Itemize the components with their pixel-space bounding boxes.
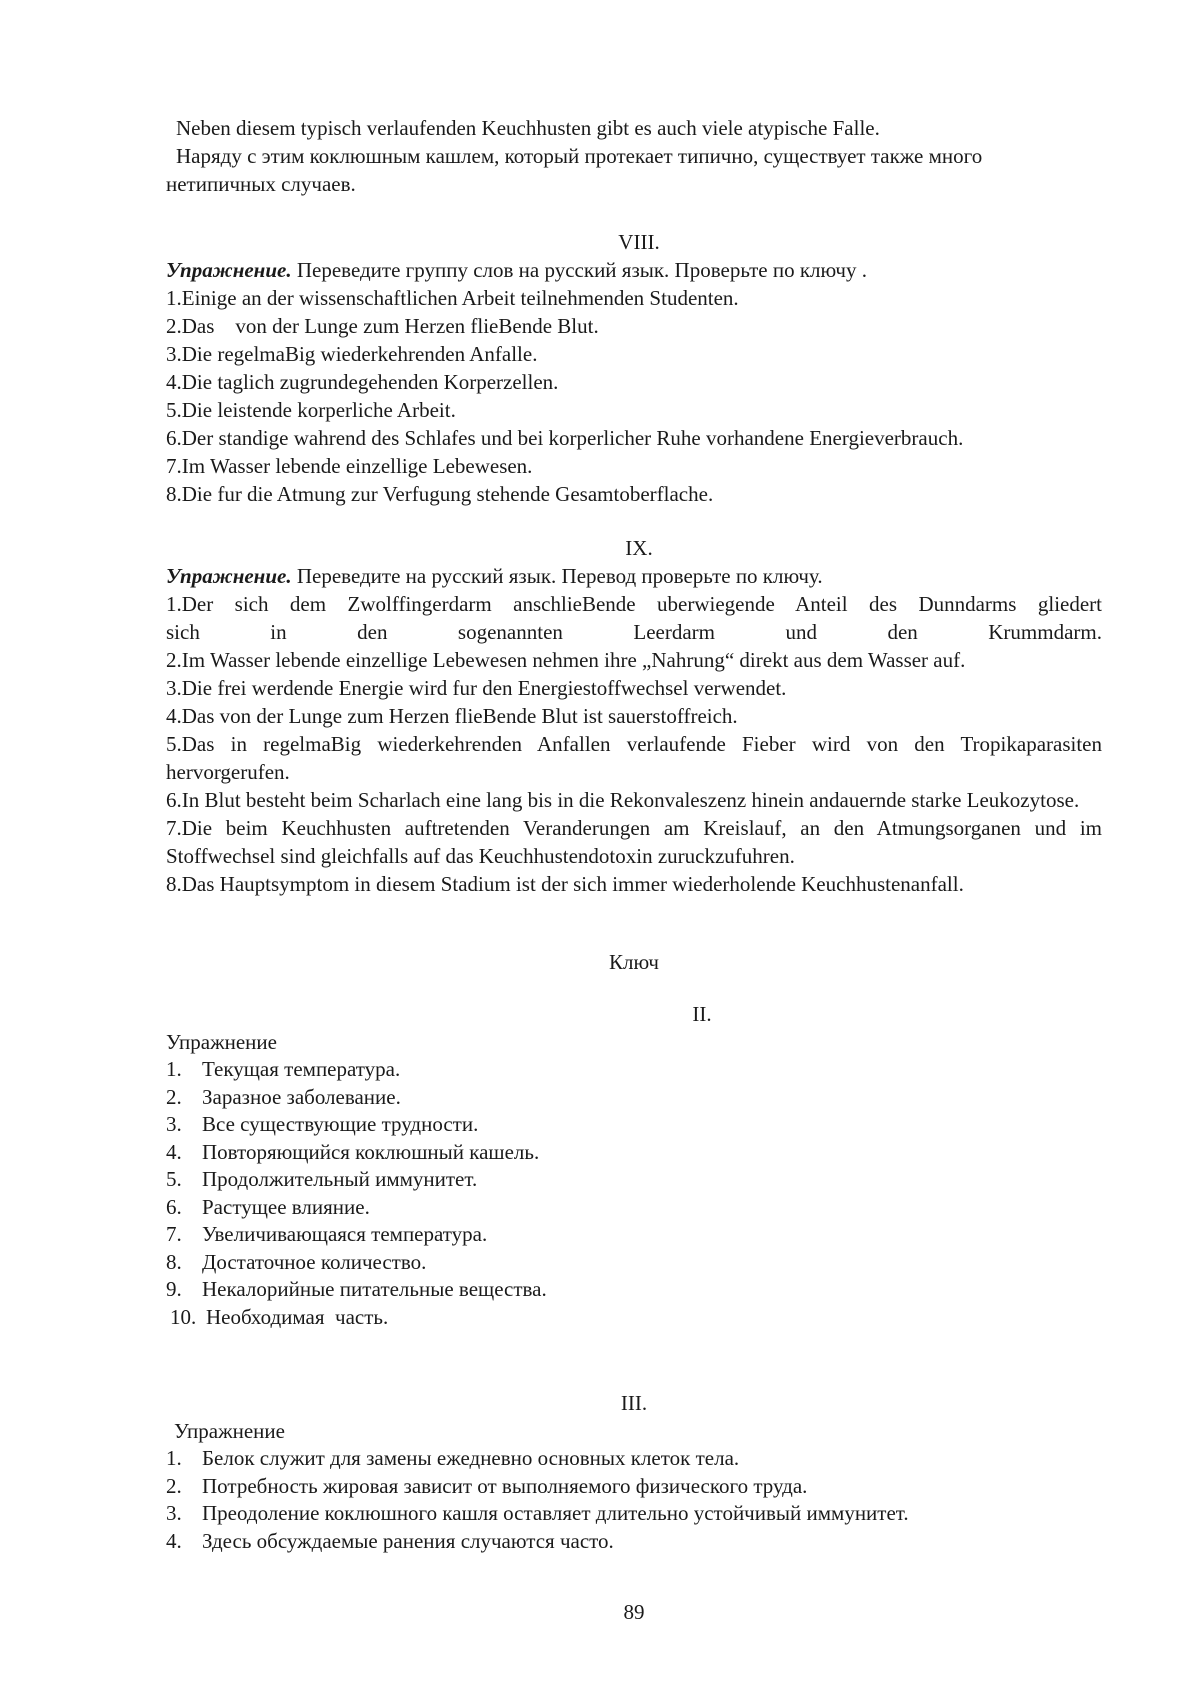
list-item [166,1304,1102,1332]
list-item [166,1249,1102,1277]
section-viii-exercise-label: Упражнение. [166,258,292,282]
list-item: 6.Der standige wahrend des Schlafes und bei korperlicher Ruhe vorhandene Energieverbrauch. [166,426,964,450]
item-text: Растущее влияние. [202,1194,370,1219]
list-item: 4.Die taglich zugrundegehenden Korperzellen. [166,370,559,394]
section-ix-numeral: IX. [625,536,653,560]
section-ix-list [166,590,1102,898]
list-item: 3.Die regelmaBig wiederkehrenden Anfalle. [166,342,538,366]
key-section-ii-numeral: II. [692,1002,712,1026]
item-number: 1. [166,1446,182,1470]
key-section-iii-label: Упражнение [174,1419,285,1443]
list-item: 2.Im Wasser lebende einzellige Lebewesen nehmen ihre „Nahrung“ direkt aus dem Wasser auf. [166,648,966,672]
key-title: Ключ [609,950,659,974]
item-number: 2. [166,1084,182,1109]
section-viii-instruction [166,256,1102,284]
section-viii-list [166,284,1102,508]
item-number: 5. [166,1167,182,1191]
item-number: 1. [166,1057,182,1081]
item-text: Белок служит для замены ежедневно основных клеток тела. [202,1446,740,1470]
item-number: 4. [166,1528,182,1553]
item-text: Все существующие трудности. [202,1112,479,1136]
section-ix-exercise-label: Упражнение. [166,564,292,588]
section-ix-instruction [166,562,1102,590]
list-item: 8.Die fur die Atmung zur Verfugung stehende Gesamtoberflache. [166,482,714,506]
item-text: Преодоление коклюшного кашля оставляет длительно устойчивый иммунитет. [202,1501,909,1525]
list-item [166,1445,1102,1473]
item-text: Заразное заболевание. [202,1084,401,1109]
item-text: Достаточное количество. [202,1249,427,1274]
intro-russian-line-1: Наряду с этим коклюшным кашлем, который протекает типично, существует также много [176,144,983,168]
list-item-continuation: sich in den sogenannten Leerdarm und den Krummdarm. [166,620,1102,644]
item-number: 7. [166,1222,182,1246]
item-number: 6. [166,1194,182,1219]
key-section-iii-numeral: III. [620,1391,648,1415]
list-item: 5.Die leistende korperliche Arbeit. [166,398,456,422]
list-item [166,1139,1102,1167]
list-item [166,1221,1102,1249]
intro-russian-line-2: нетипичных случаев. [166,172,356,196]
item-text: Необходимая часть. [206,1304,389,1329]
item-number: 8. [166,1249,182,1274]
item-text: Увеличивающаяся температура. [202,1222,488,1246]
list-item: 1.Der sich dem Zwolffingerdarm anschlieBende uberwiegende Anteil des Dunndarms gliedert [166,592,1102,616]
key-section-ii-label: Упражнение [166,1030,277,1054]
list-item [166,1473,1102,1501]
list-item: 7.Im Wasser lebende einzellige Lebewesen. [166,454,533,478]
item-number: 2. [166,1473,182,1498]
item-number: 4. [166,1139,182,1164]
section-ix-instruction-text: Переведите на русский язык. Перевод проверьте по ключу. [296,564,823,588]
list-item [166,1084,1102,1112]
document-page [166,114,1102,1624]
list-item [166,1528,1102,1556]
list-item: 4.Das von der Lunge zum Herzen flieBende Blut ist sauerstoffreich. [166,704,738,728]
page-number: 89 [623,1600,645,1624]
section-viii-instruction-text: Переведите группу слов на русский язык. Проверьте по ключу . [296,258,867,282]
list-item: 2.Das von der Lunge zum Herzen flieBende Blut. [166,314,599,338]
item-text: Текущая температура. [202,1057,401,1081]
section-viii-numeral: VIII. [618,230,660,254]
list-item [166,1111,1102,1139]
item-text: Продолжительный иммунитет. [202,1167,478,1191]
list-item: 5.Das in regelmaBig wiederkehrenden Anfallen verlaufende Fieber wird von den Tropikaparasiten hervorgerufen. [166,732,1102,784]
key-section-ii-list [166,1056,1102,1331]
list-item [166,1500,1102,1528]
list-item: 8.Das Hauptsymptom in diesem Stadium ist der sich immer wiederholende Keuchhustenanfall. [166,872,964,896]
list-item [166,1056,1102,1084]
item-number: 9. [166,1277,182,1301]
list-item: 6.In Blut besteht beim Scharlach eine lang bis in die Rekonvaleszenz hinein andauernde starke Leukozytose. [166,788,1080,812]
list-item [166,1166,1102,1194]
list-item: 7.Die beim Keuchhusten auftretenden Veranderungen am Kreislauf, an den Atmungsorganen und im Stoffwechsel sind gleichfalls auf das Keuchhustendotoxin zuruckzufuhren. [166,816,1102,868]
list-item: 3.Die frei werdende Energie wird fur den Energiestoffwechsel verwendet. [166,676,787,700]
item-text: Некалорийные питательные вещества. [202,1277,547,1301]
item-number: 3. [166,1501,182,1525]
item-text: Повторяющийся коклюшный кашель. [202,1139,540,1164]
item-text: Здесь обсуждаемые ранения случаются часто. [202,1528,614,1553]
list-item [166,1276,1102,1304]
intro-german-sentence: Neben diesem typisch verlaufenden Keuchhusten gibt es auch viele atypische Falle. [176,116,880,140]
key-section-iii-list [166,1445,1102,1555]
item-number: 10. [170,1304,197,1329]
item-text: Потребность жировая зависит от выполняемого физического труда. [202,1473,808,1498]
list-item [166,1194,1102,1222]
list-item: 1.Einige an der wissenschaftlichen Arbeit teilnehmenden Studenten. [166,286,739,310]
item-number: 3. [166,1112,182,1136]
